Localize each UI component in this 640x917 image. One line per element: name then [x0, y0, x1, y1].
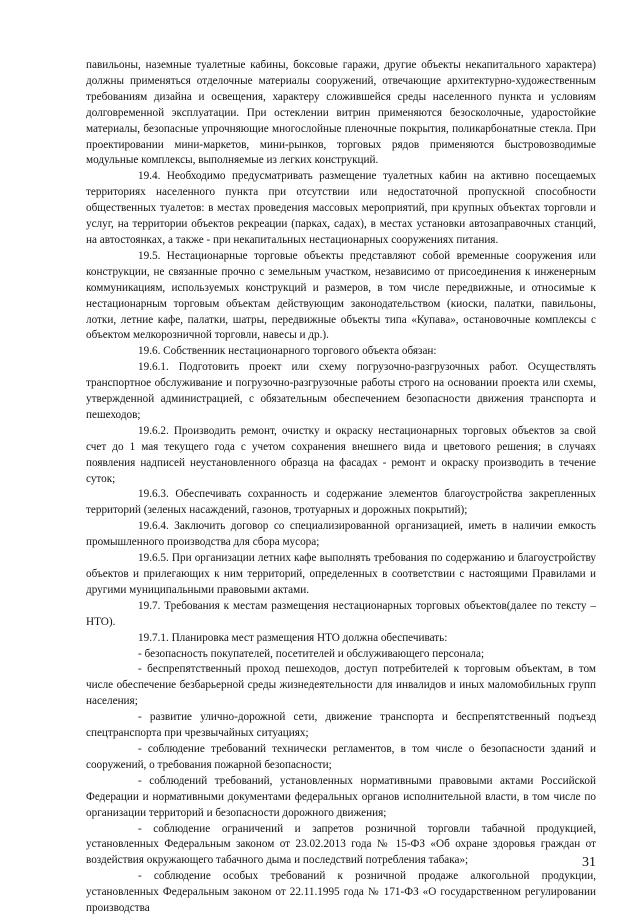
paragraph: павильоны, наземные туалетные кабины, боксовые гаражи, другие объекты некапитального характера) должны применяться отделочные материалы сооружений, отвечающие архитектурно-художественным требованиям дизайна и освещения, характеру сложившейся среды населенного пункта и условиям долговременной эксплуатации. При остеклении витрин применяются безосколочные, ударостойкие материалы, безопасные упрочняющие многослойные пленочные покрытия, поликарбонатные стекла. При проектировании мини-маркетов, мини-рынков, торговых рядов применяются быстровозводимые модульные комплексы, выполняемые из легких конструкций. — [86, 59, 596, 167]
paragraph: 19.4. Необходимо предусматривать размещение туалетных кабин на активно посещаемых территориях населенного пункта при отсутствии или недостаточной пропускной способности общественных туалетов: в местах проведения массовых мероприятий, при крупных объектах торговли и услуг, на территории объектов рекреации (парках, садах), в местах установки автозаправочных станций, на автостоянках, а также - при некапитальных нестационарных сооружениях питания. — [86, 170, 596, 246]
paragraph: 19.6.1. Подготовить проект или схему погрузочно-разгрузочных работ. Осуществлять транспортное обслуживание и погрузочно-разгрузочные работы строго на основании проекта или схемы, утвержденной администрацией, с обязательным обеспечением безопасности движения транспорта и пешеходов; — [86, 361, 596, 421]
paragraph: 19.6.2. Производить ремонт, очистку и окраску нестационарных торговых объектов за свой счет до 1 мая текущего года с учетом сохранения внешнего вида и цветового решения; в случаях появления надписей неустановленного образца на фасадах - ремонт и окраску производить в течение суток; — [86, 424, 596, 485]
document-body — [86, 58, 596, 917]
page-number: 31 — [582, 855, 596, 870]
paragraph: 19.7. Требования к местам размещения нестационарных торговых объектов(далее по тексту – НТО). — [86, 599, 596, 628]
paragraph: 19.7.1. Планировка мест размещения НТО должна обеспечивать: — [138, 631, 448, 644]
paragraph: 19.6. Собственник нестационарного торгового объекта обязан: — [138, 345, 437, 358]
list-item: - развитие улично-дорожной сети, движение транспорта и беспрепятственный подъезд спецтранспорта при чрезвычайных ситуациях; — [86, 711, 596, 740]
list-item: - безопасность покупателей, посетителей и обслуживающего персонала; — [138, 647, 485, 660]
list-item: - беспрепятственный проход пешеходов, доступ потребителей к торговым объектам, в том числе обеспечение безбарьерной среды жизнедеятельности для инвалидов и иных маломобильных групп населения; — [86, 663, 596, 708]
paragraph: 19.5. Нестационарные торговые объекты представляют собой временные сооружения или конструкции, не связанные прочно с земельным участком, независимо от присоединения к инженерным коммуникациям, используемых конструкций и размеров, в том числе передвижные, и относимые к нестационарным торговым объектам действующим законодательством (киоски, палатки, павильоны, лотки, летние кафе, палатки, шатры, передвижные объекты типа «Купава», остановочные комплексы с объектом мелкорозничной торговли, навесы и др.). — [86, 249, 596, 342]
list-item: - соблюдений требований, установленных нормативными правовыми актами Российской Федерации и нормативными документами федеральных органов исполнительной власти, в том числе по организации территорий и безопасности дорожного движения; — [86, 774, 596, 819]
list-item: - соблюдение ограничений и запретов розничной торговли табачной продукцией, установленных Федеральным законом от 23.02.2013 года № 15-ФЗ «Об охране здоровья граждан от воздействия окружающего табачного дыма и последствий потребления табака»; — [86, 822, 596, 867]
paragraph: 19.6.5. При организации летних кафе выполнять требования по содержанию и благоустройству объектов и прилегающих к ним территорий, определенных в соответствии с настоящими Правилами и другими муниципальными правовыми актами. — [86, 552, 596, 596]
list-item: - соблюдение требований технически регламентов, в том числе о безопасности зданий и сооружений, о требования пожарной безопасности; — [86, 742, 596, 771]
list-item: - соблюдение особых требований к розничной продаже алкогольной продукции, установленных Федеральным законом от 22.11.1995 года № 171-ФЗ «О государственном регулировании производства — [86, 870, 596, 915]
paragraph: 19.6.3. Обеспечивать сохранность и содержание элементов благоустройства закрепленных территорий (зеленых насаждений, газонов, тротуарных и дорожных покрытий); — [86, 488, 596, 517]
paragraph: 19.6.4. Заключить договор со специализированной организацией, иметь в наличии емкость промышленного производства для сбора мусора; — [86, 520, 596, 549]
